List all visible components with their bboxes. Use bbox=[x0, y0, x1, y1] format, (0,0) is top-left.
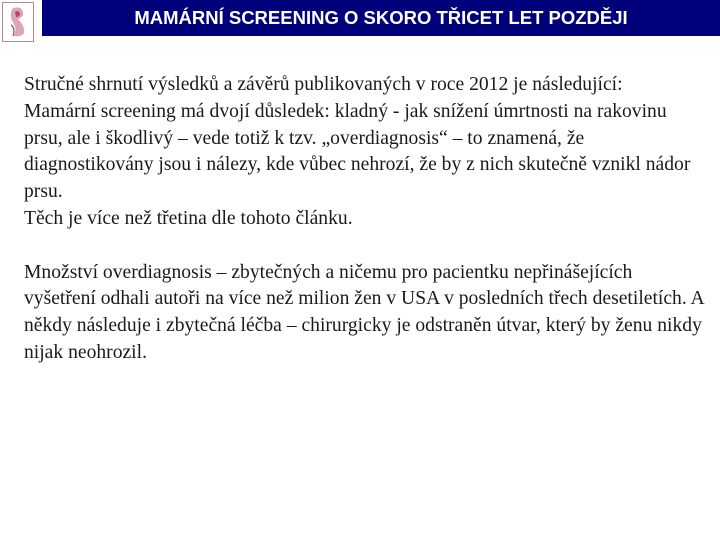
paragraph-spacer bbox=[24, 233, 709, 260]
proportion-paragraph: Těch je více než třetina dle tohoto článku. bbox=[24, 207, 353, 229]
consequence-paragraph: Mamární screening má dvojí důsledek: kladný - jak snížení úmrtnosti na rakovinu prsu, ale i škodlivý – vede totiž k tzv. „overdiagnosis“ – to znamená, že diagnostikovány jsou i nálezy, kde vůbec nehrozí, že by z nich skutečně vznikl nádor prsu. bbox=[24, 100, 691, 203]
woman-figure-logo-icon bbox=[2, 2, 34, 42]
page-title: MAMÁRNÍ SCREENING O SKORO TŘICET LET POZDĚJI bbox=[42, 0, 720, 36]
summary-intro-paragraph: Stručné shrnutí výsledků a závěrů publikovaných v roce 2012 je následující: bbox=[24, 74, 623, 95]
overdiagnosis-paragraph: Množství overdiagnosis – zbytečných a ničemu pro pacientku nepřinášejících vyšetření odhali autoři na více než milion žen v USA v posledních třech desetiletích. A někdy následuje i zbytečná léčba – chirurgicky je odstraněn útvar, který by ženu nikdy nijak neohrozil. bbox=[24, 261, 704, 363]
slide-body bbox=[24, 72, 709, 367]
